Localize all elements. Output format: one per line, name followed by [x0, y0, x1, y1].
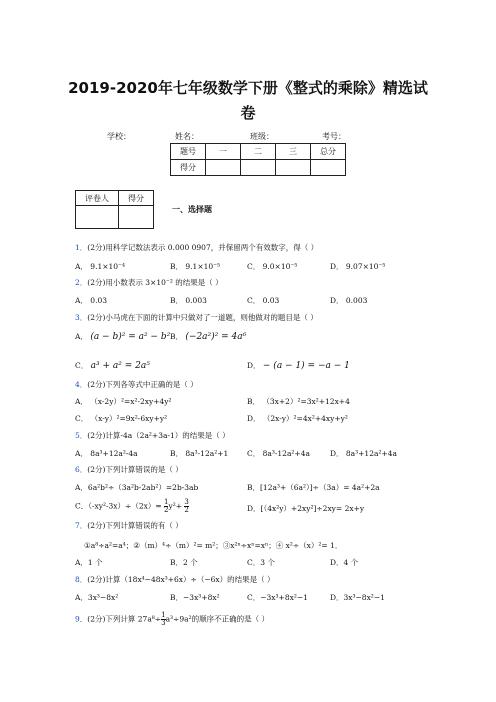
numerator: 1	[161, 611, 166, 619]
score-header-cell: 三	[276, 144, 311, 160]
option-c: C． 0.03	[247, 296, 280, 305]
question-number: 4．	[75, 380, 88, 389]
option-d: D．3x³−8x²−1	[330, 593, 385, 602]
option-c: C． 8a³-12a²+4a	[247, 449, 310, 458]
option-d: D．[（4x²y）+2xy²]÷2xy= 2x+y	[247, 504, 365, 513]
option-c	[75, 499, 189, 514]
option-b: B． 0.003	[170, 296, 207, 305]
question-number: 2．	[75, 278, 88, 287]
option-a: A． 8a³+12a²-4a	[75, 449, 138, 458]
question-stem: a³÷9a²的顺序不正确的是（ ）	[165, 614, 269, 624]
option-c: C． 9.0×10⁻⁵	[247, 262, 298, 271]
exam-number-label: 考号：	[322, 132, 346, 141]
option-c: C． （x-y）²=9x²-6xy+y²	[75, 414, 168, 423]
option-a	[75, 332, 170, 342]
question-9	[75, 612, 269, 627]
grader-table	[75, 190, 154, 229]
question-8	[75, 575, 275, 585]
question-number: 1．	[75, 243, 88, 252]
question-6	[75, 465, 183, 475]
question-stem: (2分)用科学记数法表示 0.000 0907，并保留两个有效数字，得（ ）	[87, 243, 319, 252]
question-number: 5．	[75, 431, 88, 440]
option-d	[247, 361, 350, 371]
question-5	[75, 431, 230, 441]
option-expression: (a − b)² = a² − b²	[90, 332, 171, 342]
denominator: 3	[161, 619, 166, 627]
denominator: 2	[184, 506, 189, 514]
option-expression: a³ + a² = 2a⁵	[90, 361, 150, 371]
class-label: 班级：	[250, 132, 274, 141]
option-letter: B．	[170, 332, 184, 341]
question-number: 8．	[75, 575, 88, 584]
option-d: D． 8a³+12a²+4a	[330, 449, 397, 458]
question-items: ①a⁸÷a²=a⁴；②（m）⁴÷（m）²= m²；③x²ⁿ÷xⁿ=xⁿ；④ x²÷（x）²= 1．	[84, 541, 343, 550]
question-7	[75, 521, 183, 531]
option-b	[170, 332, 246, 342]
grader-header: 评卷人	[76, 191, 119, 206]
question-stem: (2分)计算（18x⁴−48x³+6x）÷（−6x）的结果是（ ）	[87, 575, 275, 584]
option-a: A．1 个	[75, 558, 103, 567]
section-heading: 一、选择题	[172, 205, 212, 214]
score-cell	[311, 160, 346, 176]
question-number: 6．	[75, 465, 88, 474]
question-number: 7．	[75, 521, 88, 530]
option-d: D． 9.07×10⁻⁵	[330, 262, 386, 271]
question-number: 3．	[75, 313, 88, 322]
question-2	[75, 278, 223, 288]
option-a: A．3x³−8x²	[75, 593, 119, 602]
grader-score-header: 得分	[119, 191, 154, 206]
option-d: D． 0.003	[330, 296, 368, 305]
score-table	[170, 143, 346, 176]
question-stem: (2分)计算-4a（2a²+3a-1）的结果是（ ）	[87, 431, 230, 440]
option-c: C．−3x³+8x²−1	[247, 593, 308, 602]
question-1	[75, 243, 318, 253]
exam-title-line1: 2019-2020年七年级数学下册《整式的乘除》精选试	[68, 79, 428, 97]
option-a: A． 0.03	[75, 296, 107, 305]
option-expression: − (a − 1) = −a − 1	[262, 361, 350, 371]
option-b: B．2 个	[170, 558, 198, 567]
option-c	[75, 361, 150, 371]
question-stem: (2分)用小数表示 3×10⁻² 的结果是（ ）	[87, 278, 223, 287]
option-d: D． （2x-y）²=4x²+4xy+y²	[247, 414, 348, 423]
score-header-cell: 题号	[171, 144, 206, 160]
option-b: B．[12a³+（6a²）]÷（3a）= 4a²+2a	[247, 483, 380, 492]
question-3	[75, 313, 318, 323]
question-number: 9．	[75, 614, 88, 624]
option-letter: D．	[247, 361, 261, 370]
question-4	[75, 380, 198, 390]
question-stem: (2分)小马虎在下面的计算中只做对了一道题，则他做对的题目是（ ）	[87, 313, 318, 322]
grader-cell	[76, 206, 119, 229]
exam-title-line2: 卷	[240, 104, 256, 122]
numerator: 1	[164, 498, 169, 506]
grader-score-cell	[119, 206, 154, 229]
option-letter: C．	[75, 361, 89, 370]
option-b: B． （3x+2）²=3x²+12x+4	[247, 397, 350, 406]
score-header-cell: 二	[241, 144, 276, 160]
question-stem: (2分)下列各等式中正确的是（ ）	[87, 380, 198, 389]
score-header-cell: 总分	[311, 144, 346, 160]
option-text: C．（-xy²-3x）÷（2x）=	[75, 501, 162, 511]
option-text: y²+	[168, 501, 182, 511]
score-header-cell: 一	[206, 144, 241, 160]
denominator: 2	[164, 506, 169, 514]
option-a: A．6a²b²÷（3a²b-2ab²）=2b-3ab	[75, 483, 199, 492]
score-row-label: 得分	[171, 160, 206, 176]
option-a: A． （x-2y）²=x²-2xy+4y²	[75, 397, 172, 406]
option-a: A． 9.1×10⁻⁴	[75, 262, 126, 271]
option-b: B． 9.1×10⁻⁵	[170, 262, 221, 271]
question-stem: (2分)下列计算 27a⁸÷	[87, 614, 162, 624]
question-stem: (2分)下列计算错误的有（ ）	[87, 521, 183, 530]
score-cell	[241, 160, 276, 176]
score-cell	[206, 160, 241, 176]
fraction	[184, 499, 188, 514]
option-expression: (−2a²)² = 4a⁶	[185, 332, 247, 342]
name-label: 姓名：	[175, 132, 199, 141]
option-letter: A．	[75, 332, 88, 341]
option-b: B．−3x³+8x²	[170, 593, 220, 602]
school-label: 学校：	[107, 132, 131, 141]
question-stem: (2分)下列计算错误的是（ ）	[87, 465, 183, 474]
score-cell	[276, 160, 311, 176]
option-b: B． 8a³-12a²+1	[170, 449, 229, 458]
option-c: C．3 个	[247, 558, 275, 567]
numerator: 3	[184, 498, 189, 506]
option-d: D．4 个	[330, 558, 359, 567]
